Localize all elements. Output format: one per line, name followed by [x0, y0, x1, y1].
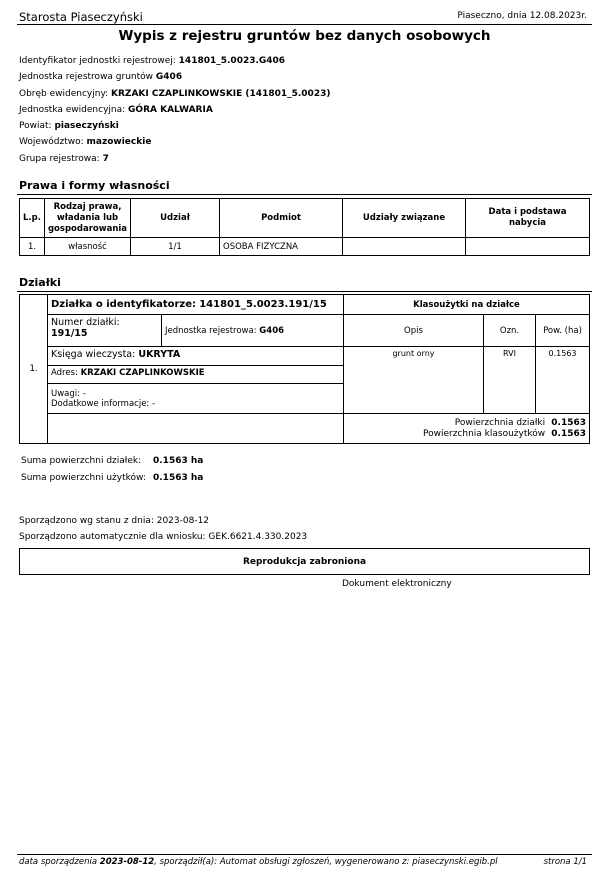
- parcel-areas: [344, 414, 590, 444]
- col-rodzaj-line1: Rodzaj prawa,: [53, 201, 122, 212]
- parcel-lp: 1.: [20, 295, 48, 444]
- parcel-unit: [162, 315, 344, 347]
- col-data-line1: Data i podstawa: [488, 207, 567, 217]
- row-udzialy: [343, 238, 466, 256]
- row-lp: 1.: [20, 238, 45, 256]
- register-metadata: [19, 53, 330, 167]
- parcel-identifier-label: Działka o identyfikatorze:: [51, 299, 197, 310]
- col-lp: L.p.: [20, 199, 45, 238]
- parcel-ksiega-row: [20, 347, 590, 366]
- meta-jednostka: [19, 102, 330, 118]
- parcel-adres-label: Adres:: [51, 368, 78, 378]
- footer-divider: [17, 854, 592, 855]
- document-title: Wypis z rejestru gruntów bez danych osobowych: [118, 28, 491, 44]
- meta-wojewodztwo: [19, 134, 330, 150]
- reproduction-notice: Reprodukcja zabroniona: [19, 548, 590, 575]
- parcel-adres-value: KRZAKI CZAPLINKOWSKIE: [80, 368, 205, 378]
- meta-wojewodztwo-label: Województwo:: [19, 137, 84, 148]
- rights-table-header: [20, 199, 590, 238]
- parcel-ksiega: [48, 347, 344, 366]
- col-pow: Pow. (ha): [536, 315, 590, 347]
- dzialki-section-divider: [17, 291, 592, 292]
- meta-obreb-label: Obręb ewidencyjny:: [19, 88, 109, 99]
- parcel-dodatkowe-text: Dodatkowe informacje: -: [51, 398, 156, 409]
- parcel-unit-value: G406: [259, 325, 285, 336]
- parcel-header-row: [20, 295, 590, 315]
- meta-obreb-value: KRZAKI CZAPLINKOWSKIE (141801_5.0023): [111, 88, 331, 99]
- col-udzialy: Udziały związane: [343, 199, 466, 238]
- parcel-uwagi: [48, 384, 344, 414]
- info-wniosek: Sporządzono automatycznie dla wniosku: GEK.6621.4.330.2023: [19, 532, 308, 542]
- row-data: [466, 238, 590, 256]
- parcel-identifier-value: 141801_5.0023.191/15: [199, 299, 327, 310]
- header-divider: [17, 24, 592, 25]
- parcel-identifier: [48, 295, 344, 315]
- authority-name: Starosta Piaseczyński: [19, 10, 143, 24]
- rights-table: [19, 198, 590, 256]
- klasouzytki-header: Klasoużytki na działce: [344, 295, 590, 315]
- klas-pow: 0.1563: [536, 347, 590, 414]
- place-date: Piaseczno, dnia 12.08.2023r.: [457, 11, 587, 21]
- pow-dzialki-value: 0.1563: [551, 417, 586, 428]
- col-rodzaj: [45, 199, 131, 238]
- klas-ozn: RVI: [484, 347, 536, 414]
- table-row: [20, 238, 590, 256]
- dzialki-section-title: Działki: [19, 276, 61, 289]
- klas-opis: grunt orny: [344, 347, 484, 414]
- meta-grupa-value: 7: [102, 153, 109, 164]
- meta-grupa-label: Grupa rejestrowa:: [19, 153, 100, 164]
- parcel-area-row: [20, 414, 590, 444]
- parcel-uwagi-text: Uwagi: -: [51, 388, 86, 399]
- meta-wojewodztwo-value: mazowieckie: [86, 137, 152, 148]
- meta-powiat-label: Powiat:: [19, 121, 52, 132]
- footer-prefix: data sporządzenia: [19, 857, 98, 867]
- parcel-number-row: [20, 315, 590, 347]
- meta-unit-label: Jednostka rejestrowa gruntów: [19, 72, 154, 83]
- meta-obreb: [19, 86, 330, 102]
- parcels-table: [19, 294, 590, 444]
- col-podmiot: Podmiot: [220, 199, 343, 238]
- sum-uzytkow-value: 0.1563 ha: [153, 473, 204, 483]
- row-udzial: 1/1: [131, 238, 220, 256]
- sum-uzytkow-label: Suma powierzchni użytków:: [21, 473, 146, 483]
- parcel-empty-cell: [48, 414, 344, 444]
- col-data-line2: nabycia: [508, 218, 547, 228]
- pow-klas-label: Powierzchnia klasoużytków: [422, 428, 546, 439]
- col-rodzaj-line3: gospodarowania: [47, 223, 128, 234]
- meta-powiat: [19, 118, 330, 134]
- footer-date: 2023-08-12: [99, 857, 155, 867]
- footer-page-number: strona 1/1: [543, 857, 587, 867]
- parcel-unit-label: Jednostka rejestrowa:: [165, 325, 257, 336]
- footer-text: [19, 857, 498, 867]
- footer-rest: , sporządził(a): Automat obsługi zgłoszeń, wygenerowano z: piaseczynski.egib.pl: [154, 857, 498, 867]
- col-udzial: Udział: [131, 199, 220, 238]
- prawa-section-title: Prawa i formy własności: [19, 179, 170, 192]
- parcel-ksiega-value: UKRYTA: [138, 349, 181, 360]
- parcel-number: [48, 315, 162, 347]
- parcel-adres: [48, 366, 344, 384]
- col-data: [466, 199, 590, 238]
- col-rodzaj-line2: władania lub: [56, 212, 119, 223]
- meta-powiat-value: piaseczyński: [54, 121, 119, 132]
- sum-uzytkow: [21, 473, 204, 483]
- sum-dzialek-label: Suma powierzchni działek:: [21, 456, 142, 466]
- info-stan: Sporządzono wg stanu z dnia: 2023-08-12: [19, 516, 210, 526]
- pow-dzialki-label: Powierzchnia działki: [454, 417, 546, 428]
- meta-jednostka-value: GÓRA KALWARIA: [128, 104, 213, 115]
- meta-unit-value: G406: [155, 72, 183, 83]
- col-opis: Opis: [344, 315, 484, 347]
- col-ozn: Ozn.: [484, 315, 536, 347]
- meta-unit: [19, 69, 330, 85]
- electronic-document-label: Dokument elektroniczny: [342, 579, 452, 589]
- prawa-section-divider: [17, 194, 592, 195]
- sum-dzialek: [21, 456, 204, 466]
- meta-identifier-value: 141801_5.0023.G406: [178, 56, 286, 66]
- pow-klas-value: 0.1563: [551, 428, 586, 439]
- meta-jednostka-label: Jednostka ewidencyjna:: [19, 104, 126, 115]
- sum-dzialek-value: 0.1563 ha: [153, 456, 204, 466]
- meta-identifier: [19, 53, 330, 69]
- row-podmiot: OSOBA FIZYCZNA: [220, 238, 343, 256]
- parcel-number-label: Numer działki:: [51, 317, 120, 328]
- parcel-number-value: 191/15: [51, 328, 88, 339]
- row-rodzaj: własność: [45, 238, 131, 256]
- meta-grupa: [19, 151, 330, 167]
- meta-identifier-label: Identyfikator jednostki rejestrowej:: [19, 56, 176, 66]
- parcel-ksiega-label: Księga wieczysta:: [51, 349, 136, 360]
